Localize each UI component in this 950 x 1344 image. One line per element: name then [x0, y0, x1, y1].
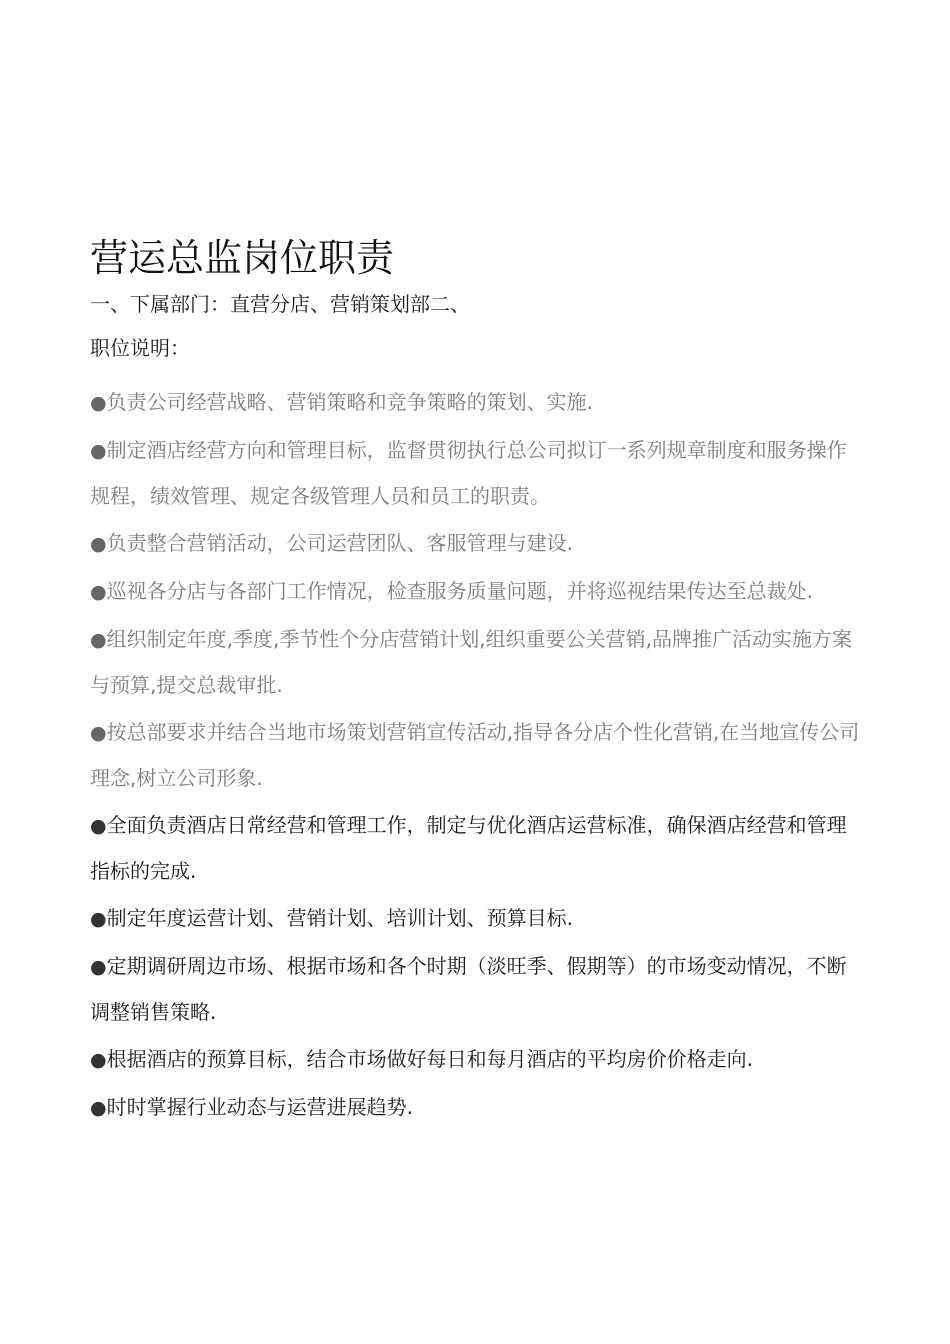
duty-item — [90, 617, 865, 708]
duty-item — [90, 710, 865, 801]
department-line: 一、下属部门：直营分店、营销策划部二、 — [90, 292, 470, 316]
duty-text: 时时掌握行业动态与运营进展趋势. — [106, 1095, 413, 1119]
position-label: 职位说明： — [90, 336, 190, 360]
bullet-dot-icon: ● — [90, 533, 107, 555]
duty-text: 按总部要求并结合当地市场策划营销宣传活动,指导各分店个性化营销,在当地宣传公司理念,树立公司形象. — [90, 720, 860, 790]
duty-text: 定期调研周边市场、根据市场和各个时期（淡旺季、假期等）的市场变动情况，不断调整销售策略. — [90, 954, 847, 1024]
duty-item — [90, 1037, 865, 1083]
duty-text: 制定酒店经营方向和管理目标，监督贯彻执行总公司拟订一系列规章制度和服务操作规程，绩效管理、规定各级管理人员和员工的职责。 — [90, 438, 847, 508]
bullet-dot-icon: ● — [90, 815, 107, 837]
duty-text: 制定年度运营计划、营销计划、培训计划、预算目标. — [106, 906, 573, 930]
duty-text: 巡视各分店与各部门工作情况，检查服务质量问题，并将巡视结果传达至总裁处. — [106, 579, 813, 603]
duty-text: 组织制定年度,季度,季节性个分店营销计划,组织重要公关营销,品牌推广活动实施方案与预算,提交总裁审批. — [90, 627, 853, 697]
duty-item — [90, 896, 865, 942]
duty-text: 负责整合营销活动，公司运营团队、客服管理与建设. — [106, 531, 573, 555]
page-title: 营运总监岗位职责 — [90, 236, 395, 280]
duty-item — [90, 1085, 865, 1131]
bullet-dot-icon: ● — [90, 581, 107, 603]
duty-item — [90, 428, 865, 519]
duty-item — [90, 803, 865, 894]
bullet-dot-icon: ● — [90, 908, 107, 930]
bullet-dot-icon: ● — [90, 956, 107, 978]
document-content — [90, 230, 865, 1133]
bullet-dot-icon: ● — [90, 1097, 107, 1119]
duty-item — [90, 521, 865, 567]
bullet-dot-icon: ● — [90, 629, 107, 651]
duties-list — [90, 380, 865, 1131]
bullet-dot-icon: ● — [90, 722, 107, 744]
bullet-dot-icon: ● — [90, 1049, 107, 1071]
bullet-dot-icon: ● — [90, 440, 107, 462]
duty-text: 全面负责酒店日常经营和管理工作，制定与优化酒店运营标准，确保酒店经营和管理指标的完成. — [90, 813, 847, 883]
duty-text: 根据酒店的预算目标，结合市场做好每日和每月酒店的平均房价价格走向. — [106, 1047, 753, 1071]
duty-text: 负责公司经营战略、营销策略和竞争策略的策划、实施. — [106, 390, 593, 414]
duty-item — [90, 569, 865, 615]
bullet-dot-icon: ● — [90, 392, 107, 414]
duty-item — [90, 380, 865, 426]
duty-item — [90, 944, 865, 1035]
